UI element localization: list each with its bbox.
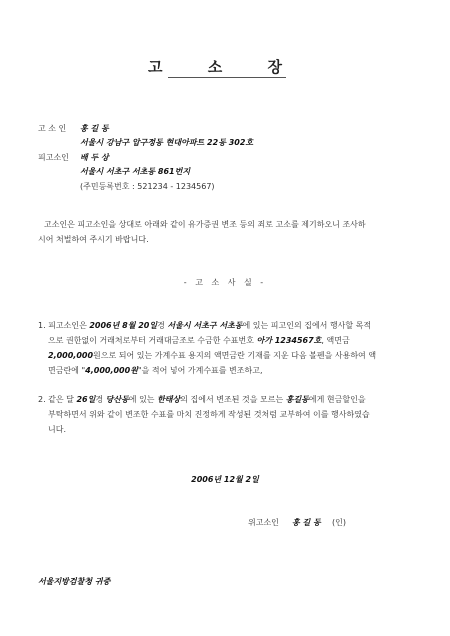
signature-name: 홍 길 동: [292, 518, 321, 527]
intro-line-1: 고소인은 피고소인을 상대로 아래와 같이 유가증권 변조 등의 죄로 고소를 제기하오니 조사하: [44, 220, 366, 229]
fact2-line-1: 2. 같은 달 26일경 당산동에 있는 한태상의 집에서 변조된 것을 모르는 홍길동에게 현금할인을: [38, 395, 366, 404]
accused-label: 피고소인: [38, 153, 69, 162]
section-title: - 고 소 사 실 -: [183, 278, 267, 287]
signature-label: 위고소인: [248, 518, 279, 527]
complainant-address: 서울시 강남구 압구정동 현대아파트 22동 302호: [80, 138, 254, 147]
fact1-line-1: 1. 피고소인은 2006년 8월 20일경 서울시 서초구 서초동에 있는 피고인의 집에서 행사할 목적: [38, 321, 372, 330]
accused-address: 서울시 서초구 서초동 861번지: [80, 167, 191, 176]
signature-seal: (인): [332, 518, 346, 527]
fact2-line-2: 부탁하면서 위와 같이 변조한 수표를 마치 진정하게 작성된 것처럼 교부하여 이를 행사하였습: [48, 410, 370, 419]
intro-line-2: 시어 처벌하여 주시기 바랍니다.: [38, 235, 149, 244]
complainant-name: 홍 길 동: [80, 124, 109, 133]
document-date: 2006년 12월 2일: [191, 475, 259, 484]
document-title: 고 소 장: [148, 58, 302, 76]
title-underline: [168, 77, 286, 78]
fact1-line-2: 으로 권한없이 거래처로부터 거래대금조로 수금한 수표번호 아가 1234567호, 액면금: [48, 336, 350, 345]
accused-name: 배 두 상: [80, 153, 109, 162]
recipient: 서울지방검찰청 귀중: [38, 577, 111, 586]
complainant-label: 고 소 인: [38, 124, 67, 133]
fact1-line-3: 2,000,000원으로 되어 있는 가계수표 용지의 액면금란 기재를 지운 다음 볼펜을 사용하여 액: [48, 351, 377, 360]
fact2-line-3: 니다.: [48, 425, 66, 434]
accused-id-number: (주민등록번호 : 521234 - 1234567): [80, 182, 215, 191]
fact1-line-4: 면금란에 "4,000,000원"을 적어 넣어 가계수표를 변조하고,: [48, 366, 263, 375]
